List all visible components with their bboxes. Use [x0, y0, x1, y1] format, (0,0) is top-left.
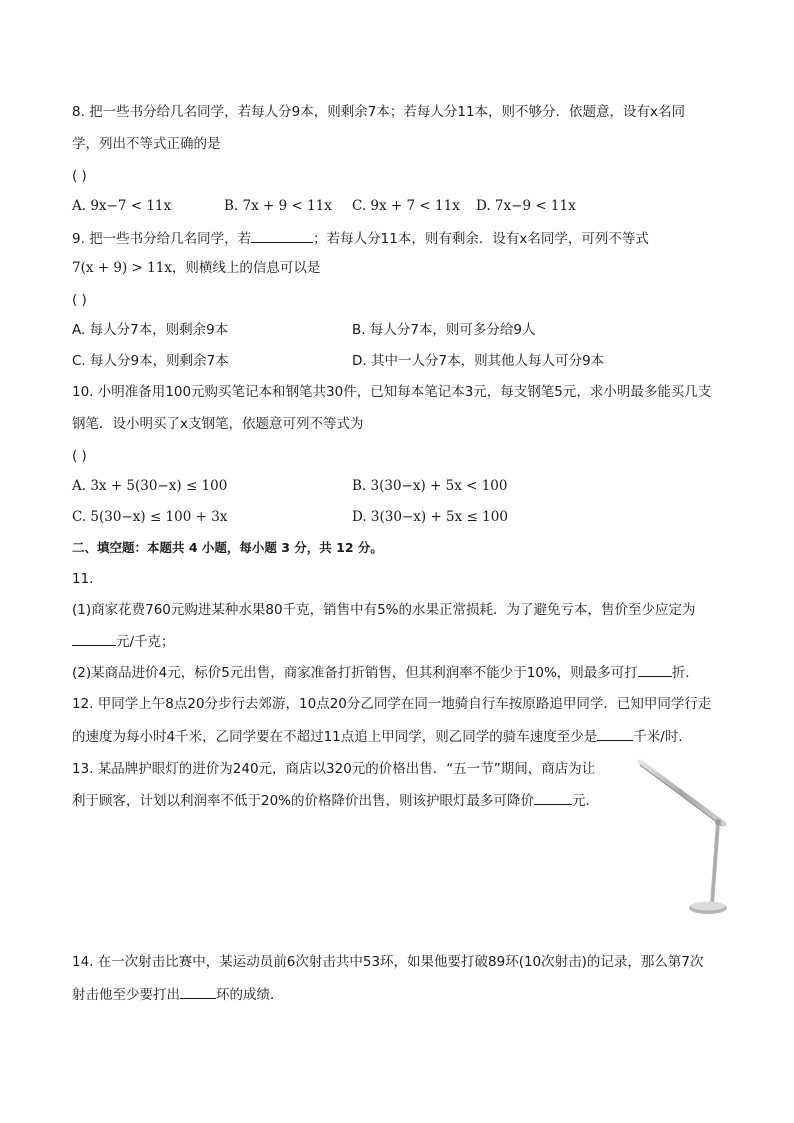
q14-line1: 14. 在一次射击比赛中，某运动员前6次射击共中53环，如果他要打破89环(10次射击)的记录，那么第7次: [72, 954, 704, 970]
q8-option-d[interactable]: D. 7x−9 < 11x: [476, 198, 576, 214]
q11-part2: [72, 662, 699, 683]
desk-lamp-icon: [632, 758, 728, 918]
q13-line2: [72, 790, 599, 811]
q9-blank[interactable]: [251, 228, 313, 243]
q8-options: [72, 196, 724, 216]
q9-option-a[interactable]: A. 每人分7本，则剩余9本: [72, 322, 229, 338]
q8-option-a[interactable]: A. 9x−7 < 11x: [72, 198, 172, 214]
q10-line2: 钢笔．设小明买了x支钢笔，依题意可列不等式为: [72, 416, 364, 432]
q9-line2: 7(x + 9) > 11x，则横线上的信息可以是: [72, 260, 321, 276]
q9-option-b[interactable]: B. 每人分7本，则可多分给9人: [352, 322, 536, 338]
q12-line2-text: 的速度为每小时4千米，乙同学要在不超过11点追上甲同学，则乙同学的骑车速度至少是: [72, 729, 598, 745]
q9-line1-prefix: 9. 把一些书分给几名同学，若: [72, 231, 252, 247]
q11-part1-blank[interactable]: [72, 631, 116, 646]
q11-part1-line1: (1)商家花费760元购进某种水果80千克，销售中有5%的水果正常损耗．为了避免亏本，售价至少应定为: [72, 602, 696, 618]
q9-answer-paren: ( ): [72, 292, 87, 308]
q9-option-c[interactable]: C. 每人分9本，则剩余7本: [72, 353, 229, 369]
q10-option-b[interactable]: B. 3(30−x) + 5x < 100: [352, 478, 508, 494]
q13-blank[interactable]: [534, 790, 572, 805]
q11-part2-text: (2)某商品进价4元，标价5元出售，商家准备打折销售，但其利润率不能少于10%，则最多可打: [72, 665, 638, 681]
q12-line2-suffix: 千米/时．: [633, 729, 692, 745]
section-fill-in-header: 二、填空题：本题共 4 小题，每小题 3 分，共 12 分。: [72, 540, 383, 555]
q12-line2: [72, 726, 692, 747]
q10-answer-paren: ( ): [72, 448, 87, 464]
q13-line2-suffix: 元．: [572, 793, 600, 809]
q9-line1: [72, 228, 649, 249]
q8-option-b[interactable]: B. 7x + 9 < 11x: [224, 198, 332, 214]
q9-option-d[interactable]: D. 其中一人分7本，则其他人每人可分9本: [352, 353, 605, 369]
q14-line2-suffix: 环的成绩．: [216, 987, 284, 1003]
q10-option-d[interactable]: D. 3(30−x) + 5x ≤ 100: [352, 509, 508, 525]
q11-part2-suffix: 折．: [671, 665, 699, 681]
q13-line1: 13. 某品牌护眼灯的进价为240元，商店以320元的价格出售．“五一节”期间，商店为让: [72, 761, 596, 777]
q10-option-a[interactable]: A. 3x + 5(30−x) ≤ 100: [72, 478, 228, 494]
q14-line2: [72, 984, 284, 1005]
q8-option-c[interactable]: C. 9x + 7 < 11x: [352, 198, 460, 214]
q14-blank[interactable]: [180, 984, 216, 999]
q11-part1-line2: [72, 631, 175, 652]
q14-line2-text: 射击他至少要打出: [72, 987, 180, 1003]
q10-option-c[interactable]: C. 5(30−x) ≤ 100 + 3x: [72, 509, 228, 525]
q9-line1-suffix: ；若每人分11本，则有剩余．设有x名同学，可列不等式: [313, 231, 649, 247]
q8-line1: 8. 把一些书分给几名同学，若每人分9本，则剩余7本；若每人分11本，则不够分．依题意，设有x名同: [72, 104, 686, 120]
q12-line1: 12. 甲同学上午8点20分步行去郊游，10点20分乙同学在同一地骑自行车按原路追甲同学．已知甲同学行走: [72, 696, 712, 712]
q13-line2-text: 利于顾客，计划以利润率不低于20%的价格降价出售，则该护眼灯最多可降价: [72, 793, 535, 809]
q12-blank[interactable]: [597, 726, 633, 741]
q8-answer-paren: ( ): [72, 168, 87, 184]
q11-part1-suffix: 元/千克；: [116, 634, 175, 650]
q8-line2: 学，列出不等式正确的是: [72, 136, 221, 152]
q10-line1: 10. 小明准备用100元购买笔记本和钢笔共30件，已知每本笔记本3元，每支钢笔5元，求小明最多能买几支: [72, 384, 712, 400]
q11-part2-blank[interactable]: [638, 662, 672, 677]
q11-number: 11.: [72, 571, 94, 587]
